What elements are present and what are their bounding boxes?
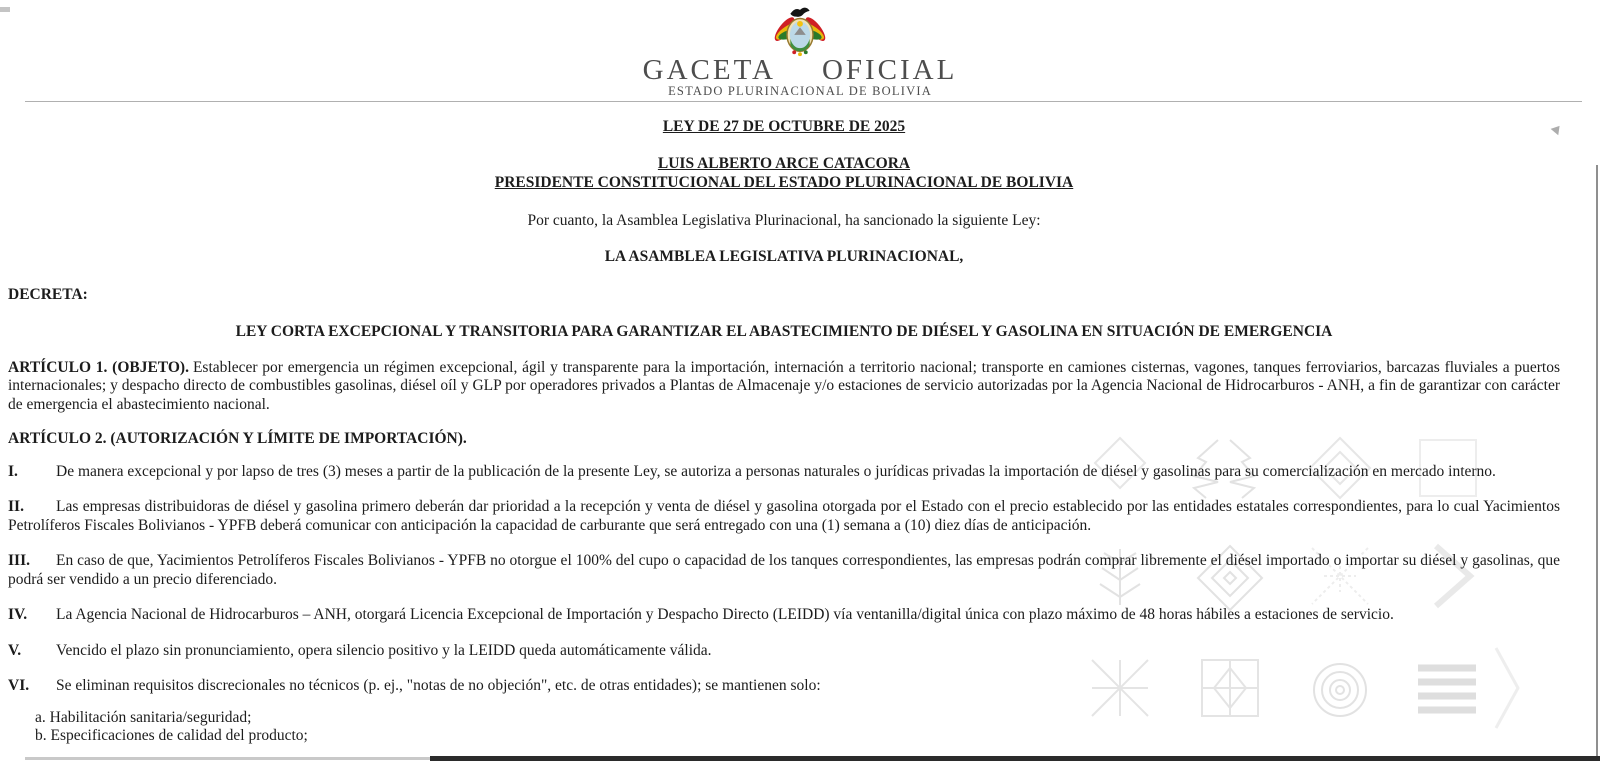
decree-word: DECRETA:: [8, 285, 88, 303]
masthead-word-oficial: OFICIAL: [821, 54, 958, 86]
header-divider: [25, 101, 1582, 102]
bolivia-coat-of-arms: [771, 6, 829, 60]
item-text: De manera excepcional y por lapso de tres (3) meses a partir de la publicación de la presente Ley, se autoriza a personas naturales o jurídicas privadas la importación de diésel y gasolinas para su comercialización en mercado interno.: [56, 462, 1496, 480]
bottom-page-edge-dark: [430, 756, 1600, 761]
item-numeral: IV.: [8, 606, 28, 623]
item-text: Se eliminan requisitos discrecionales no técnicos (p. ej., "notas de no objeción", etc. de otras entidades); se mantienen solo:: [56, 677, 821, 694]
preamble: Por cuanto, la Asamblea Legislativa Plurinacional, ha sancionado la siguiente Ley:: [527, 211, 1041, 229]
scrollbar-track[interactable]: [1596, 165, 1598, 761]
item-text: Las empresas distribuidoras de diésel y gasolina primero deberán dar prioridad a la recepción y venta de diésel y gasolina otorgada por el Estado con el precio establecido por las entidades estatales correspondientes, para lo cual Yacimientos Petrolíferos Fiscales Bolivianos - YPFB deberá comunicar con anticipación la capacidad de carburante que será entregado con una (1) semana a (10) diez días de anticipación.: [8, 498, 1560, 534]
law-title: LEY CORTA EXCEPCIONAL Y TRANSITORIA PARA GARANTIZAR EL ABASTECIMIENTO DE DIÉSEL Y GASOLINA EN SITUACIÓN DE EMERGENCIA: [235, 323, 1333, 340]
assembly-line: LA ASAMBLEA LEGISLATIVA PLURINACIONAL,: [604, 248, 964, 265]
article-2-heading: ARTÍCULO 2. (AUTORIZACIÓN Y LÍMITE DE IMPORTACIÓN).: [8, 430, 467, 447]
law-document-body: [0, 103, 1600, 745]
president-block: [8, 154, 1560, 192]
item-numeral: II.: [8, 498, 24, 515]
masthead: [0, 0, 1600, 103]
item-numeral: V.: [8, 641, 22, 659]
article-2-item-1: [8, 463, 1560, 482]
president-name: LUIS ALBERTO ARCE CATACORA: [657, 154, 911, 172]
subitem-b: b. Especificaciones de calidad del producto;: [35, 726, 308, 744]
masthead-subtitle: ESTADO PLURINACIONAL DE BOLIVIA: [668, 84, 932, 98]
masthead-title: [0, 54, 1600, 87]
page-edge-artifact: [0, 7, 10, 12]
masthead-word-gaceta: GACETA: [642, 54, 776, 86]
article-2-item-6: [8, 677, 1560, 696]
president-title: PRESIDENTE CONSTITUCIONAL DEL ESTADO PLURINACIONAL DE BOLIVIA: [494, 173, 1074, 191]
article-2-item-2: [8, 498, 1560, 535]
bottom-page-edge-light: [25, 757, 430, 760]
article-2-item-5: [8, 642, 1560, 661]
article-1-heading: ARTÍCULO 1. (OBJETO).: [8, 358, 189, 376]
item-numeral: III.: [8, 552, 30, 569]
item-text: La Agencia Nacional de Hidrocarburos – ANH, otorgará Licencia Excepcional de Importación y Despacho Directo (LEIDD) vía ventanilla/digital única con plazo máximo de 48 horas hábiles a estaciones de servicio.: [56, 606, 1394, 623]
law-date-heading: LEY DE 27 DE OCTUBRE DE 2025: [662, 118, 906, 135]
article-2-subitems: [35, 709, 1560, 745]
item-numeral: I.: [8, 462, 18, 480]
article-2-item-3: [8, 552, 1560, 589]
article-2-item-4: [8, 606, 1560, 625]
article-1-body: Establecer por emergencia un régimen excepcional, ágil y transparente para la importación, internación a territorio nacional; transporte en camiones cisternas, vagones, tanques ferroviarios, barcazas fluviales a puertos internacionales; y despacho directo de combustibles gasolinas, diésel oíl y GLP por operadores privados a Plantas de Almacenaje y/o estaciones de servicio autorizadas por la Agencia Nacional de Hidrocarburos - ANH, a fin de garantizar con carácter de emergencia el abastecimiento nacional.: [8, 358, 1561, 413]
item-text: Vencido el plazo sin pronunciamiento, opera silencio positivo y la LEIDD queda automáticamente válida.: [56, 641, 712, 659]
article-1: [8, 359, 1560, 415]
subitem-a: a. Habilitación sanitaria/seguridad;: [35, 708, 252, 726]
item-text: En caso de que, Yacimientos Petrolíferos Fiscales Bolivianos - YPFB no otorgue el 100% del cupo o capacidad de los tanques correspondientes, las empresas podrán comprar libremente el diésel importado o importar su diésel y gasolinas, que podrá ser vendido a un precio diferenciado.: [8, 552, 1560, 588]
item-numeral: VI.: [8, 677, 30, 694]
